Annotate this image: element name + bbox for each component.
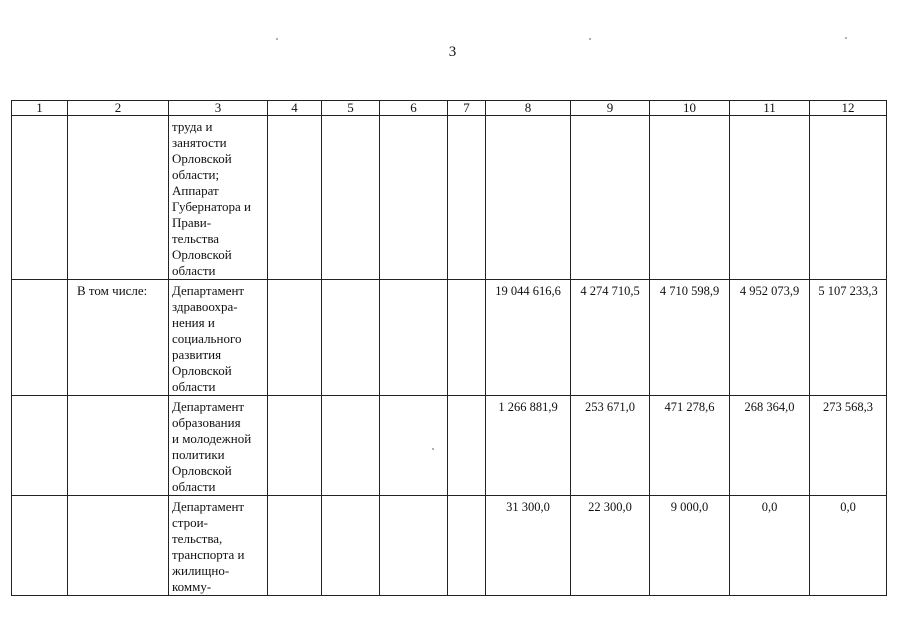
table-cell [12,396,68,496]
value-cell [810,116,887,280]
value-cell: 471 278,6 [650,396,730,496]
value-cell: 0,0 [730,496,810,596]
table-cell [448,496,486,596]
department-name-line: строи- [172,515,208,530]
table-cell [322,280,380,396]
value-cell: 253 671,0 [571,396,650,496]
table-row [12,496,887,596]
table-cell [322,116,380,280]
department-name-line: развития [172,347,222,362]
department-name-line: политики [172,447,225,462]
department-name-line: труда и [172,119,213,134]
budget-table [11,100,887,596]
department-name-line: Прави- [172,215,212,230]
department-name-line: области [172,379,216,394]
table-cell [268,496,322,596]
column-header: 3 [169,101,268,116]
department-name [169,280,268,396]
table-cell [12,116,68,280]
department-name-line: тельства [172,231,220,246]
table-row [12,116,887,280]
table-cell [380,280,448,396]
value-cell: 268 364,0 [730,396,810,496]
department-name-line: Орловской [172,151,232,166]
department-name-line: Департамент [172,283,245,298]
table-cell [448,280,486,396]
department-name-line: жилищно- [172,563,230,578]
department-name-line: Губернатора и [172,199,251,214]
table-cell [322,496,380,596]
department-name [169,396,268,496]
column-header: 7 [448,101,486,116]
department-name-line: и молодежной [172,431,252,446]
column-header: 5 [322,101,380,116]
department-name-line: тельства, [172,531,223,546]
department-name-line: Орловской [172,363,232,378]
table-cell [12,280,68,396]
column-header: 6 [380,101,448,116]
department-name-line: Орловской [172,463,232,478]
department-name [169,496,268,596]
table-row [12,280,887,396]
department-name-line: занятости [172,135,227,150]
column-header: 11 [730,101,810,116]
table-cell [448,396,486,496]
department-name-line: Орловской [172,247,232,262]
row-label: В том числе: [68,280,169,396]
department-name-line: комму- [172,579,212,594]
column-header: 10 [650,101,730,116]
value-cell: 0,0 [810,496,887,596]
department-name-line: области [172,479,216,494]
value-cell: 4 274 710,5 [571,280,650,396]
column-header: 8 [486,101,571,116]
value-cell [730,116,810,280]
value-cell [650,116,730,280]
department-name-line: социального [172,331,242,346]
table-cell [322,396,380,496]
table-cell [268,116,322,280]
table-cell [380,116,448,280]
department-name-line: Аппарат [172,183,219,198]
value-cell: 273 568,3 [810,396,887,496]
row-label [68,496,169,596]
table-cell [268,396,322,496]
value-cell: 4 952 073,9 [730,280,810,396]
table-cell [268,280,322,396]
table-cell [380,396,448,496]
row-label [68,116,169,280]
value-cell: 1 266 881,9 [486,396,571,496]
department-name [169,116,268,280]
scan-speck [845,37,847,39]
table-row [12,396,887,496]
scan-speck [432,448,434,450]
value-cell: 5 107 233,3 [810,280,887,396]
value-cell [571,116,650,280]
department-name-line: здравоохра- [172,299,238,314]
header-row [12,101,887,116]
scan-speck [589,38,591,40]
scan-speck [276,38,278,40]
table-cell [12,496,68,596]
column-header: 12 [810,101,887,116]
department-name-line: области; [172,167,220,182]
department-name-line: Департамент [172,499,245,514]
table-cell [448,116,486,280]
column-header: 9 [571,101,650,116]
department-name-line: транспорта и [172,547,245,562]
column-header: 1 [12,101,68,116]
value-cell [486,116,571,280]
column-header: 2 [68,101,169,116]
table-cell [380,496,448,596]
department-name-line: Департамент [172,399,245,414]
value-cell: 9 000,0 [650,496,730,596]
column-header: 4 [268,101,322,116]
value-cell: 31 300,0 [486,496,571,596]
value-cell: 22 300,0 [571,496,650,596]
department-name-line: нения и [172,315,215,330]
department-name-line: образования [172,415,241,430]
department-name-line: области [172,263,216,278]
page-number: 3 [448,44,457,60]
value-cell: 4 710 598,9 [650,280,730,396]
row-label [68,396,169,496]
value-cell: 19 044 616,6 [486,280,571,396]
